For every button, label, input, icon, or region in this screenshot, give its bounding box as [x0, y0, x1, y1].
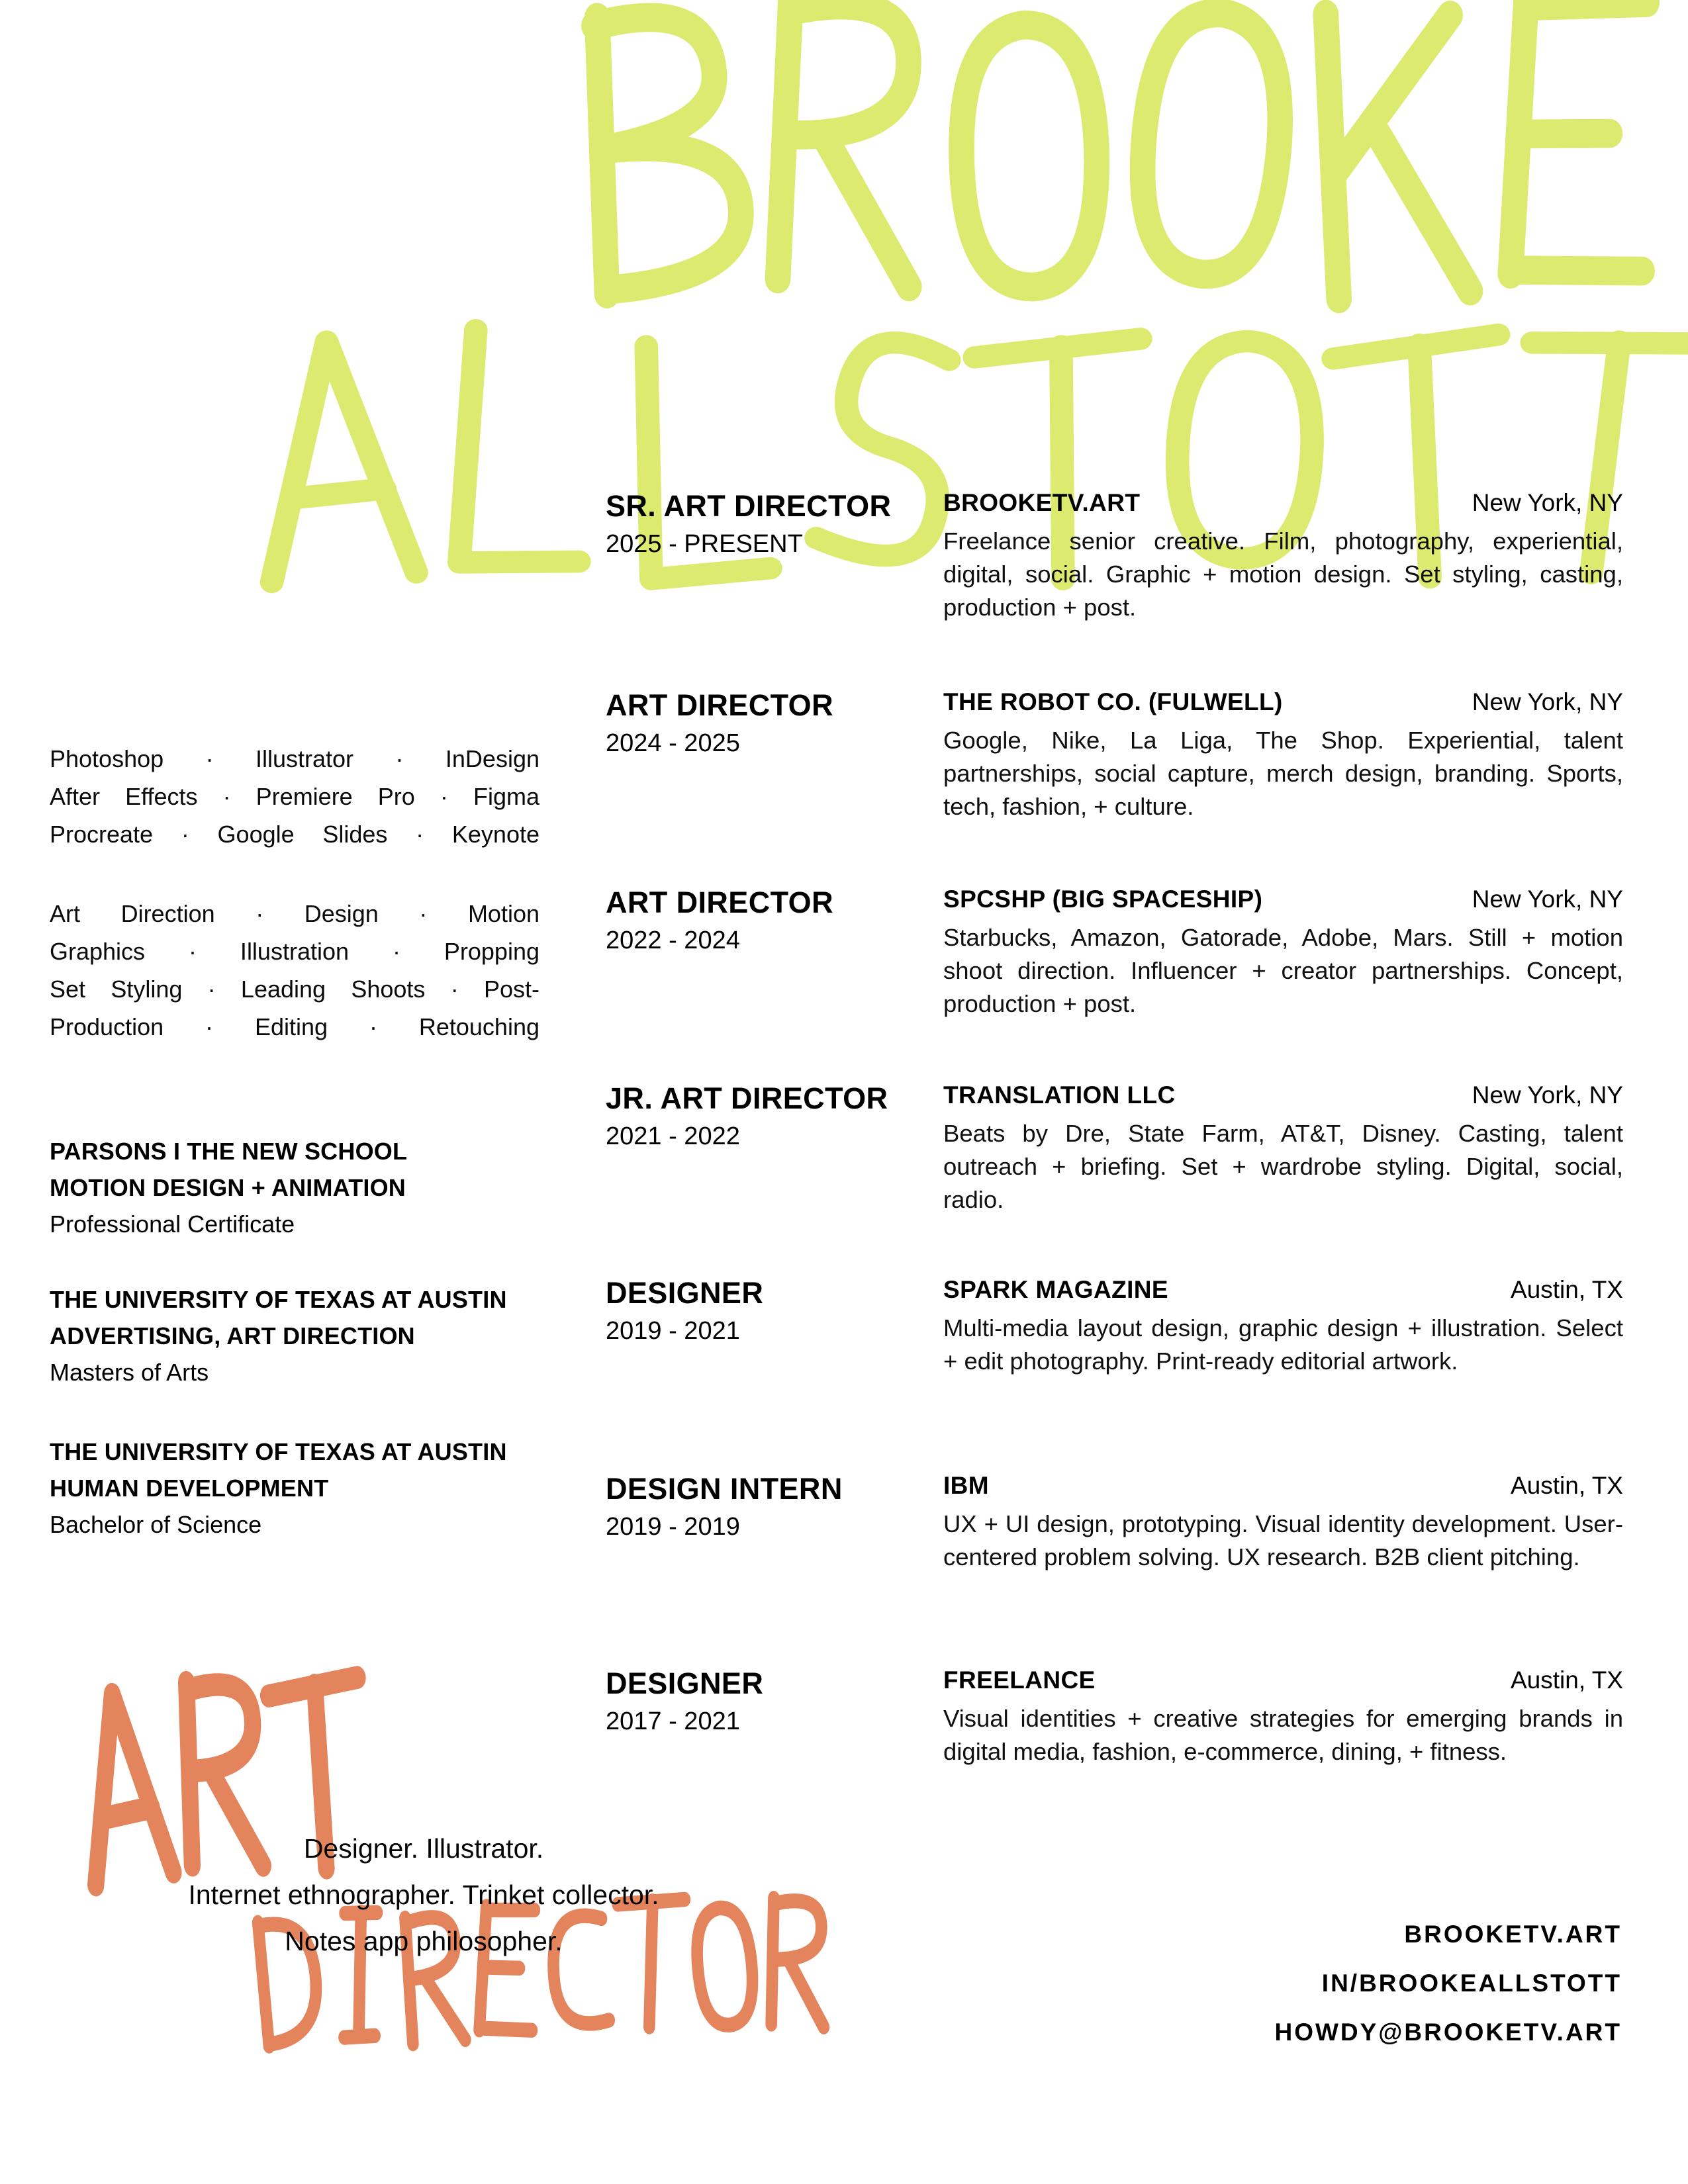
- company-location: Austin, TX: [1510, 1472, 1623, 1499]
- experience-row: [606, 489, 1623, 624]
- contact-block: [1274, 1910, 1622, 2057]
- skills-line: Photoshop · Illustrator · InDesign: [50, 745, 539, 772]
- program-name: ADVERTISING, ART DIRECTION: [50, 1322, 415, 1349]
- contact-website: BROOKETV.ART: [1404, 1921, 1622, 1948]
- skills-line: Production · Editing · Retouching: [50, 1013, 539, 1040]
- job-title: JR. ART DIRECTOR: [606, 1081, 888, 1115]
- job-description: Starbucks, Amazon, Gatorade, Adobe, Mars. Still + motion shoot direction. Influencer + creator partnerships. Concept, production + post.: [943, 924, 1623, 1017]
- company-name: TRANSLATION LLC: [943, 1081, 1176, 1109]
- job-dates: 2019 - 2019: [606, 1513, 740, 1541]
- program-name: HUMAN DEVELOPMENT: [50, 1475, 329, 1502]
- job-description: Freelance senior creative. Film, photography, experiential, digital, social. Graphic + motion design. Set styling, casting, production + post.: [943, 527, 1623, 621]
- skills-line: Graphics · Illustration · Propping: [50, 938, 539, 965]
- experience-row: [606, 688, 1623, 823]
- job-title: DESIGNER: [606, 1276, 764, 1310]
- company-location: New York, NY: [1472, 886, 1623, 913]
- job-dates: 2019 - 2021: [606, 1317, 740, 1345]
- experience-row: [606, 1472, 1623, 1574]
- job-dates: 2024 - 2025: [606, 729, 740, 757]
- job-title: ART DIRECTOR: [606, 886, 833, 919]
- company-location: Austin, TX: [1510, 1666, 1623, 1694]
- company-name: SPARK MAGAZINE: [943, 1276, 1168, 1303]
- job-title: SR. ART DIRECTOR: [606, 489, 892, 523]
- school-name: PARSONS I THE NEW SCHOOL: [50, 1138, 408, 1165]
- skills-craft-list: [50, 895, 539, 1046]
- company-name: BROOKETV.ART: [943, 489, 1141, 516]
- job-description: Visual identities + creative strategies for emerging brands in digital media, fashion, e-commerce, dining, + fitness.: [943, 1705, 1623, 1765]
- education-entry: [50, 1133, 539, 1242]
- job-dates: 2021 - 2022: [606, 1122, 740, 1150]
- job-title: DESIGN INTERN: [606, 1472, 843, 1506]
- job-dates: 2025 - PRESENT: [606, 530, 803, 558]
- company-name: FREELANCE: [943, 1666, 1096, 1694]
- job-description: UX + UI design, prototyping. Visual identity development. User-centered problem solving. UX research. B2B client pitching.: [943, 1510, 1623, 1570]
- skills-line: Art Direction · Design · Motion: [50, 900, 539, 927]
- job-dates: 2022 - 2024: [606, 927, 740, 954]
- tagline-line: Notes app philosopher.: [285, 1926, 563, 1956]
- degree-name: Professional Certificate: [50, 1210, 295, 1238]
- job-description: Google, Nike, La Liga, The Shop. Experiential, talent partnerships, social capture, merch design, branding. Sports, tech, fashion, + culture.: [943, 727, 1623, 820]
- experience-row: [606, 886, 1623, 1021]
- job-description: Beats by Dre, State Farm, AT&T, Disney. Casting, talent outreach + briefing. Set + wardrobe styling. Digital, social, radio.: [943, 1120, 1623, 1213]
- school-name: THE UNIVERSITY OF TEXAS AT AUSTIN: [50, 1438, 507, 1465]
- name-first-handwritten: [573, 0, 1668, 310]
- degree-name: Bachelor of Science: [50, 1511, 262, 1538]
- contact-email: HOWDY@BROOKETV.ART: [1274, 2019, 1622, 2046]
- program-name: MOTION DESIGN + ANIMATION: [50, 1174, 406, 1201]
- company-location: New York, NY: [1472, 688, 1623, 715]
- company-location: New York, NY: [1472, 1081, 1623, 1109]
- education-entry: [50, 1433, 539, 1543]
- company-location: New York, NY: [1472, 489, 1623, 516]
- skills-line: Set Styling · Leading Shoots · Post-: [50, 976, 539, 1003]
- tagline: [66, 1825, 781, 1964]
- company-name: IBM: [943, 1472, 990, 1499]
- experience-row: [606, 1276, 1623, 1378]
- company-location: Austin, TX: [1510, 1276, 1623, 1303]
- experience-row: [606, 1666, 1623, 1768]
- degree-name: Masters of Arts: [50, 1359, 209, 1386]
- contact-linkedin: IN/BROOKEALLSTOTT: [1321, 1970, 1622, 1997]
- experience-row: [606, 1081, 1623, 1216]
- education-entry: [50, 1281, 539, 1390]
- tagline-line: Internet ethnographer. Trinket collector.: [188, 1880, 659, 1910]
- skills-tools-list: [50, 740, 539, 853]
- job-description: Multi-media layout design, graphic design + illustration. Select + edit photography. Print-ready editorial artwork.: [943, 1314, 1623, 1375]
- job-title: ART DIRECTOR: [606, 688, 833, 722]
- job-title: DESIGNER: [606, 1666, 764, 1700]
- company-name: SPCSHP (BIG SPACESHIP): [943, 886, 1263, 913]
- tagline-line: Designer. Illustrator.: [303, 1833, 544, 1864]
- job-dates: 2017 - 2021: [606, 1707, 740, 1735]
- company-name: THE ROBOT CO. (FULWELL): [943, 688, 1283, 715]
- skills-line: After Effects · Premiere Pro · Figma: [50, 783, 539, 810]
- skills-line: Procreate · Google Slides · Keynote: [50, 821, 539, 848]
- school-name: THE UNIVERSITY OF TEXAS AT AUSTIN: [50, 1286, 507, 1313]
